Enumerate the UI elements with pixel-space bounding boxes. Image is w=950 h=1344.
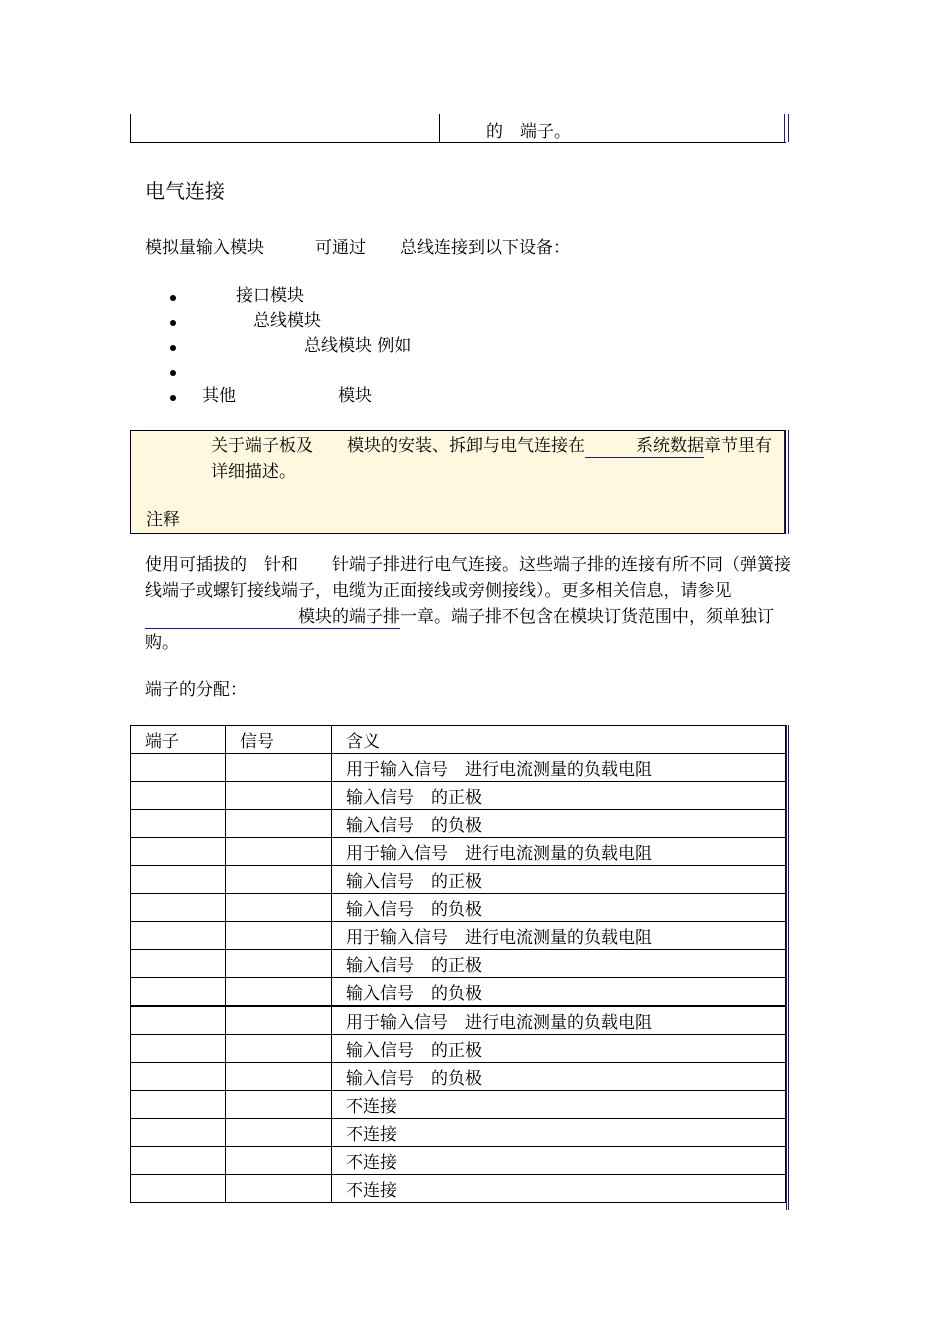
note-box <box>130 430 786 534</box>
table-row: 输入信号 的正极 <box>131 1035 786 1063</box>
table-row: 用于输入信号 进行电流测量的负载电阻 <box>131 1006 786 1035</box>
bullet-icon <box>170 320 176 326</box>
system-data-link[interactable]: 系统数据 <box>585 436 704 456</box>
list-item: 其他 模块 <box>170 384 411 409</box>
device-list <box>170 284 411 409</box>
section-title: 电气连接 <box>145 179 225 203</box>
note-right-border <box>784 430 789 534</box>
column-divider <box>439 114 440 142</box>
table-row: 用于输入信号 进行电流测量的负载电阻 <box>131 922 786 950</box>
header-terminal: 端子 <box>131 726 226 754</box>
bullet-icon <box>170 370 176 376</box>
header-meaning: 含义 <box>332 726 786 754</box>
header-signal: 信号 <box>226 726 332 754</box>
connection-paragraph: 使用可插拔的 针和 针端子排进行电气连接。这些端子排的连接有所不同（弹簧接线端子或螺钉接线端子，电缆为正面接线或旁侧接线）。更多相关信息，请参见 模块的端子排一章。端子排不包含在模块订货范围中，须单独订购。 <box>145 555 791 653</box>
table-cell: 的 端子。 <box>486 122 571 142</box>
top-table-fragment <box>130 114 786 143</box>
table-row: 输入信号 的负极 <box>131 1063 786 1091</box>
table-row: 输入信号 的正极 <box>131 866 786 894</box>
terminal-assignment-table <box>130 725 786 1203</box>
intro-text: 模拟量输入模块 可通过 总线连接到以下设备： <box>145 238 570 258</box>
list-item: 总线模块 <box>170 309 411 334</box>
bullet-icon <box>170 395 176 401</box>
table-row: 不连接 <box>131 1147 786 1175</box>
bullet-icon <box>170 295 176 301</box>
list-item: 接口模块 <box>170 284 411 309</box>
table-row: 用于输入信号 进行电流测量的负载电阻 <box>131 754 786 782</box>
table-right-border <box>784 114 789 142</box>
table-row: 用于输入信号 进行电流测量的负载电阻 <box>131 838 786 866</box>
terminal-block-link[interactable]: 模块的端子排 <box>145 607 400 627</box>
table-row: 输入信号 的正极 <box>131 950 786 978</box>
table-row: 输入信号 的负极 <box>131 978 786 1007</box>
note-text: 关于端子板及 模块的安装、拆卸与电气连接在 系统数据章节里有详细描述。 <box>211 436 772 482</box>
table-row: 不连接 <box>131 1119 786 1147</box>
table-right-border <box>786 725 789 1210</box>
bullet-icon <box>170 345 176 351</box>
table-row: 不连接 <box>131 1091 786 1119</box>
list-item <box>170 359 411 384</box>
table-row: 不连接 <box>131 1175 786 1203</box>
note-label: 注释 <box>146 510 180 530</box>
table-row: 输入信号 的正极 <box>131 782 786 810</box>
assignment-label: 端子的分配： <box>145 680 247 700</box>
list-item: 总线模块 例如 <box>170 334 411 359</box>
table-header-row <box>131 726 786 754</box>
table-row: 输入信号 的负极 <box>131 894 786 922</box>
table-row: 输入信号 的负极 <box>131 810 786 838</box>
